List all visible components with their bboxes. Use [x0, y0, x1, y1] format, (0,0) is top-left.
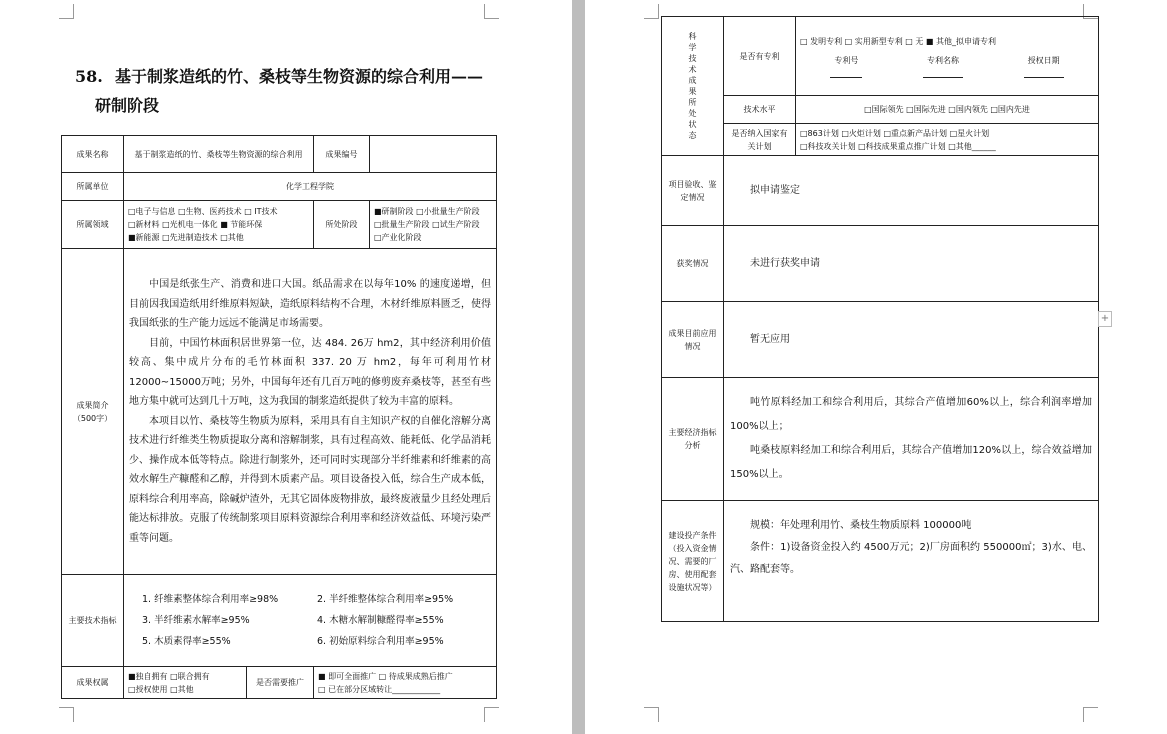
- plan-option-row: □科技攻关计划 □科技成果重点推广计划 □其他______: [800, 141, 996, 151]
- plan-option-row: □863计划 □火炬计划 □重点新产品计划 □星火计划: [800, 128, 990, 138]
- field-label: 所属领域: [62, 201, 124, 249]
- title-number: 58.: [75, 67, 103, 86]
- patent-name-col: 专利名称: [923, 54, 963, 78]
- status-label-cell: [662, 17, 724, 156]
- field-option-row: ■新能源 □先进制造技术 □其他: [128, 233, 244, 242]
- title-line2: 研制阶段: [95, 96, 160, 115]
- status-table: [661, 16, 1099, 622]
- indicator-item: 6. 初始原料综合利用率≥95%: [317, 636, 444, 647]
- award-value: 未进行获奖申请: [724, 226, 1099, 302]
- stage-options: [370, 201, 497, 249]
- indicator-item: 4. 木糖水解制糠醛得率≥55%: [317, 615, 444, 626]
- document-page-right: [585, 0, 1167, 734]
- plan-label: 是否纳入国家有关计划: [724, 124, 796, 156]
- accept-label: 项目验收、鉴定情况: [662, 156, 724, 226]
- add-page-button[interactable]: +: [1098, 311, 1112, 327]
- unit-label: 所属单位: [62, 173, 124, 201]
- invest-paragraph: 规模：年处理利用竹、桑枝生物质原料 100000吨: [750, 520, 972, 531]
- invest-paragraph: 条件：1)设备资金投入约 4500万元；2)厂房面积约 550000㎡；3)水、电、汽、路配套等。: [730, 542, 1092, 575]
- page-separator: [572, 0, 585, 734]
- promote-option-row: ■ 即可全面推广 □ 待成果成熟后推广: [318, 671, 453, 681]
- indicators-cell: [124, 575, 497, 667]
- indicator-item: 1. 纤维素整体综合利用率≥98%: [142, 594, 279, 605]
- intro-label: 成果简介: [76, 400, 109, 410]
- rights-options: [124, 667, 247, 699]
- indicator-item: 5. 木质素得率≥55%: [142, 636, 231, 647]
- patent-subfields: [800, 54, 1094, 78]
- field-options: [124, 201, 314, 249]
- tech-options: □国际领先 □国际先进 □国内领先 □国内先进: [796, 96, 1099, 124]
- patent-cell: [796, 17, 1099, 96]
- intro-paragraph: 中国是纸张生产、消费和进口大国。纸品需求在以每年10% 的速度递增，但目前因我国造纸用纤维原料短缺，造纸原料结构不合理，木材纤维原料匮乏，使得我国纸张的生产能力远远不能满足市场需要。: [129, 279, 491, 329]
- rights-label: 成果权属: [62, 667, 124, 699]
- patent-options: □ 发明专利 □ 实用新型专利 □ 无 ■ 其他_拟申请专利: [800, 36, 997, 46]
- intro-label-cell: [62, 249, 124, 575]
- stage-label: 所处阶段: [314, 201, 370, 249]
- econ-label: 主要经济指标分析: [662, 378, 724, 501]
- plan-options: [796, 124, 1099, 156]
- rights-option-row: □授权使用 □其他: [128, 684, 194, 694]
- page-title: [75, 62, 515, 120]
- award-label: 获奖情况: [662, 226, 724, 302]
- patent-label: 是否有专利: [724, 17, 796, 96]
- promote-option-row: □ 已在部分区域转让____________: [318, 684, 441, 694]
- crop-mark: [59, 4, 74, 19]
- stage-option-row: ■研制阶段 □小批量生产阶段: [374, 207, 480, 216]
- patent-date-col: 授权日期: [1024, 54, 1064, 78]
- crop-mark: [484, 4, 499, 19]
- stage-option-row: □产业化阶段: [374, 233, 422, 242]
- crop-mark: [484, 707, 499, 722]
- invest-text: [724, 501, 1099, 622]
- apply-value: 暂无应用: [724, 302, 1099, 378]
- intro-sublabel: （500字）: [72, 413, 113, 423]
- name-value: 基于制浆造纸的竹、桑枝等生物资源的综合利用: [124, 136, 314, 173]
- code-label: 成果编号: [314, 136, 370, 173]
- rights-option-row: ■独自拥有 □联合拥有: [128, 671, 210, 681]
- name-label: 成果名称: [62, 136, 124, 173]
- intro-paragraph: 本项目以竹、桑枝等生物质为原料，采用具有自主知识产权的自催化溶解分离技术进行纤维类生物质提取分离和溶解制浆，具有过程高效、能耗低、化学品消耗少、操作成本低等特点。除进行制浆外，还可同时实现部分半纤维素和纤维素的高效水解生产糠醛和乙醇，并得到木质素产品。项目设备投入低，综合生产成本低，原料综合利用率高，除碱炉渣外，无其它固体废物排放，最终废液量少且经处理后能达标排放。克服了传统制浆项目原料资源综合利用率和经济效益低、环境污染严重等问题。: [129, 415, 491, 544]
- invest-label: 建设投产条件（投入资金情况、需要的厂房、使用配套设施状况等）: [662, 501, 724, 622]
- title-line1: 基于制浆造纸的竹、桑枝等生物资源的综合利用——: [115, 67, 484, 86]
- crop-mark: [644, 4, 659, 19]
- apply-label: 成果目前应用情况: [662, 302, 724, 378]
- tech-label: 技术水平: [724, 96, 796, 124]
- indicator-item: 2. 半纤维整体综合利用率≥95%: [317, 594, 454, 605]
- status-label: 科学技术成果所处状态: [688, 32, 697, 140]
- indicators-grid: [128, 593, 492, 648]
- crop-mark: [1083, 707, 1098, 722]
- promote-label: 是否需要推广: [247, 667, 314, 699]
- crop-mark: [59, 707, 74, 722]
- patent-number-col: 专利号: [830, 54, 862, 78]
- promote-options: [314, 667, 497, 699]
- unit-value: 化学工程学院: [124, 173, 497, 201]
- indicator-item: 3. 半纤维素水解率≥95%: [142, 615, 250, 626]
- crop-mark: [644, 707, 659, 722]
- econ-paragraph: 吨竹原料经加工和综合利用后，其综合产值增加60%以上，综合利润率增加100%以上；: [730, 397, 1092, 432]
- achievement-table: [61, 135, 497, 699]
- document-page-left: [0, 0, 572, 734]
- accept-value: 拟申请鉴定: [724, 156, 1099, 226]
- field-option-row: □电子与信息 □生物、医药技术 □ IT技术: [128, 207, 278, 216]
- indicators-label: 主要技术指标: [62, 575, 124, 667]
- econ-text: [724, 378, 1099, 501]
- code-value: [370, 136, 497, 173]
- intro-paragraph: 目前，中国竹林面积居世界第一位，达 484. 26万 hm2，其中经济利用价值较高、集中成片分布的毛竹林面积 337. 20 万 hm2，每年可利用竹材 12000~15000万吨；另外，中国每年还有几百万吨的修剪废弃桑枝等，甚至有些地方集中就可达到几十万吨，这为我国的制浆造纸提供了较为丰富的原料。: [129, 337, 492, 407]
- intro-text: [124, 249, 497, 575]
- econ-paragraph: 吨桑枝原料经加工和综合利用后，其综合产值增加120%以上，综合效益增加150%以上。: [730, 445, 1092, 480]
- stage-option-row: □批量生产阶段 □试生产阶段: [374, 220, 480, 229]
- field-option-row: □新材料 □光机电一体化 ■ 节能环保: [128, 220, 263, 229]
